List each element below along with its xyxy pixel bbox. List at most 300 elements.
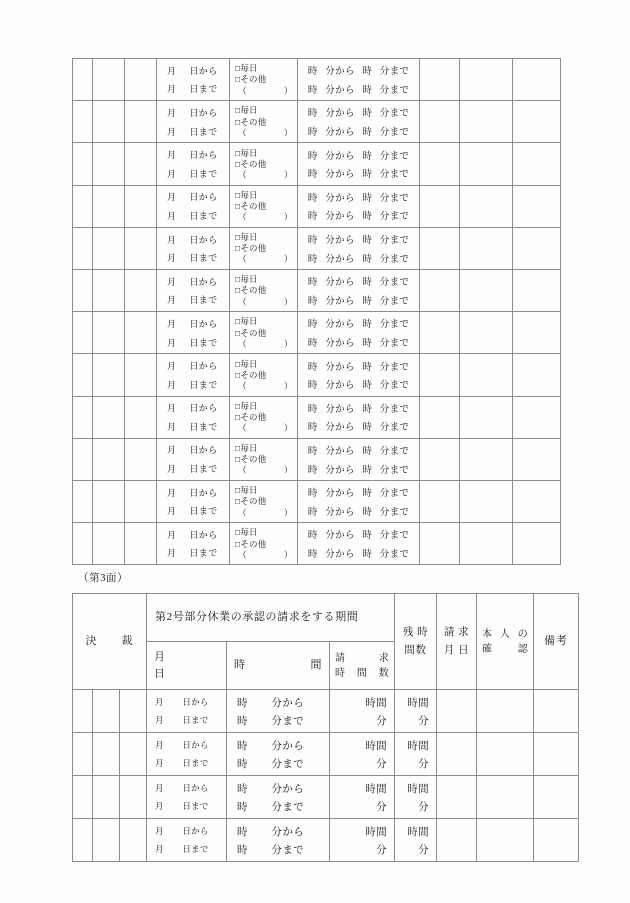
frequency-other-blank[interactable]: （ ）	[238, 465, 296, 476]
frequency-cell[interactable]	[230, 396, 298, 438]
frequency-cell[interactable]	[230, 59, 298, 101]
approval-cell-2[interactable]	[93, 185, 125, 227]
period-date-cell[interactable]	[147, 776, 227, 819]
remaining-minutes-unit: 分	[418, 844, 430, 856]
approval-cell-3[interactable]	[125, 396, 157, 438]
time-from-minute: 分から	[325, 320, 355, 331]
time-to-hour: 時	[237, 715, 248, 727]
frequency-option-other[interactable]: □その他	[235, 285, 267, 296]
time-from-hour: 時	[307, 236, 318, 247]
approval-cell-3[interactable]	[125, 185, 157, 227]
frequency-cell[interactable]	[230, 312, 298, 354]
period-date-cell[interactable]	[157, 354, 230, 396]
date-from-line	[147, 782, 226, 794]
frequency-option-other[interactable]: □その他	[235, 201, 267, 212]
approval-cell-3[interactable]	[125, 269, 157, 311]
time-from-hour2: 時	[362, 193, 373, 204]
date-to-line	[157, 251, 229, 264]
blank-cell-1[interactable]	[420, 480, 460, 522]
table-row	[73, 143, 561, 185]
date-from-day: 日から	[189, 65, 218, 76]
time-to-minute: 分から	[325, 254, 355, 265]
blank-cell-2[interactable]	[460, 185, 513, 227]
date-from-day: 日から	[189, 529, 218, 540]
period-time-cell[interactable]	[227, 690, 330, 733]
time-from-minute2: 分まで	[379, 109, 410, 120]
frequency-option-other[interactable]: □その他	[235, 496, 267, 507]
frequency-option-other[interactable]: □その他	[235, 158, 267, 169]
approval-cell-3[interactable]	[125, 354, 157, 396]
time-range-cell[interactable]	[298, 101, 420, 143]
frequency-other-blank[interactable]: （ ）	[238, 507, 296, 518]
blank-cell-3[interactable]	[513, 480, 561, 522]
time-from-minute2: 分まで	[379, 151, 410, 162]
personal-confirm-cell[interactable]	[477, 776, 534, 819]
frequency-option-other[interactable]: □その他	[235, 454, 267, 465]
time-to-hour: 時	[237, 801, 248, 813]
frequency-option-daily[interactable]: □毎日	[235, 105, 258, 116]
time-from-hour2: 時	[362, 320, 373, 331]
date-to-line	[147, 714, 226, 726]
date-to-day: 日まで	[189, 253, 218, 264]
blank-cell-1[interactable]	[420, 59, 460, 101]
date-to-month: 月	[167, 210, 177, 221]
blank-cell-1[interactable]	[420, 227, 460, 269]
blank-cell-1[interactable]	[420, 269, 460, 311]
blank-cell-3[interactable]	[513, 396, 561, 438]
header-period-time: 時 間	[227, 642, 330, 690]
date-from-line	[147, 696, 226, 708]
personal-confirm-cell[interactable]	[477, 733, 534, 776]
time-from-minute2: 分まで	[379, 489, 410, 500]
approval-cell-1[interactable]	[73, 312, 93, 354]
date-from-day: 日から	[182, 826, 209, 836]
time-to-minute2: 分まで	[379, 128, 410, 139]
date-to-day: 日まで	[182, 844, 209, 854]
blank-cell-1[interactable]	[420, 523, 460, 565]
time-from-hour: 時	[307, 320, 318, 331]
date-from-line	[157, 106, 229, 119]
frequency-option-daily[interactable]: □毎日	[235, 400, 258, 411]
time-from-hour: 時	[307, 531, 318, 542]
blank-cell-2[interactable]	[460, 227, 513, 269]
date-to-line	[157, 336, 229, 349]
approval-cell-1[interactable]	[73, 690, 93, 733]
time-range-cell[interactable]	[298, 480, 420, 522]
time-from-hour: 時	[307, 109, 318, 120]
time-to-minute: 分まで	[271, 844, 305, 856]
frequency-option-other[interactable]: □その他	[235, 411, 267, 422]
time-to-minute: 分から	[325, 85, 355, 96]
time-to-hour2: 時	[362, 339, 373, 350]
period-date-cell[interactable]	[157, 227, 230, 269]
blank-cell-3[interactable]	[513, 59, 561, 101]
approval-cell-1[interactable]	[73, 819, 93, 862]
requested-hours-unit: 時間	[365, 826, 388, 838]
approval-cell-3[interactable]	[125, 59, 157, 101]
time-to-hour: 時	[307, 170, 318, 181]
request-date-cell[interactable]	[437, 776, 477, 819]
time-from-minute2: 分まで	[379, 193, 410, 204]
time-to-hour: 時	[307, 296, 318, 307]
request-date-cell[interactable]	[437, 690, 477, 733]
approval-cell-3[interactable]	[125, 480, 157, 522]
remarks-cell[interactable]	[534, 733, 579, 776]
date-to-month: 月	[167, 337, 177, 348]
time-range-cell[interactable]	[298, 185, 420, 227]
time-from-line	[227, 781, 329, 796]
frequency-other-blank[interactable]: （ ）	[238, 212, 296, 223]
remaining-hours-cell[interactable]	[395, 690, 437, 733]
remarks-cell[interactable]	[534, 776, 579, 819]
approval-cell-1[interactable]	[73, 396, 93, 438]
frequency-option-daily[interactable]: □毎日	[235, 232, 258, 243]
time-from-line	[227, 695, 329, 710]
approval-cell-3[interactable]	[125, 227, 157, 269]
time-from-minute2: 分まで	[379, 531, 410, 542]
approval-cell-2[interactable]	[93, 143, 125, 185]
blank-cell-1[interactable]	[420, 354, 460, 396]
time-range-cell[interactable]	[298, 438, 420, 480]
frequency-cell[interactable]	[230, 480, 298, 522]
approval-cell-2[interactable]	[93, 523, 125, 565]
date-to-month: 月	[167, 253, 177, 264]
frequency-cell[interactable]	[230, 227, 298, 269]
date-from-line	[147, 825, 226, 837]
blank-cell-1[interactable]	[420, 143, 460, 185]
blank-cell-2[interactable]	[460, 354, 513, 396]
time-from-hour: 時	[307, 404, 318, 415]
time-from-line	[298, 359, 419, 373]
time-to-minute: 分から	[325, 296, 355, 307]
blank-cell-2[interactable]	[460, 143, 513, 185]
time-from-minute2: 分まで	[379, 278, 410, 289]
frequency-other-blank[interactable]: （ ）	[238, 254, 296, 265]
date-from-line	[147, 739, 226, 751]
blank-cell-1[interactable]	[420, 396, 460, 438]
time-from-minute: 分から	[271, 783, 305, 795]
period-date-cell[interactable]	[147, 690, 227, 733]
blank-cell-1[interactable]	[420, 312, 460, 354]
frequency-option-other[interactable]: □その他	[235, 243, 267, 254]
date-from-day: 日から	[189, 403, 218, 414]
requested-hours-cell[interactable]	[330, 776, 395, 819]
date-from-month: 月	[155, 697, 164, 707]
date-to-line	[157, 125, 229, 138]
approval-cell-1[interactable]	[73, 227, 93, 269]
blank-cell-2[interactable]	[460, 396, 513, 438]
frequency-other-blank[interactable]: （ ）	[238, 549, 296, 560]
approval-cell-1[interactable]	[73, 523, 93, 565]
period-date-cell[interactable]	[157, 396, 230, 438]
time-from-hour2: 時	[362, 151, 373, 162]
frequency-cell[interactable]	[230, 438, 298, 480]
time-from-hour: 時	[307, 489, 318, 500]
date-to-month: 月	[155, 844, 164, 854]
approval-cell-1[interactable]	[73, 59, 93, 101]
approval-cell-2[interactable]	[93, 438, 125, 480]
frequency-cell[interactable]	[230, 354, 298, 396]
blank-cell-1[interactable]	[420, 438, 460, 480]
frequency-option-other[interactable]: □その他	[235, 327, 267, 338]
approval-cell-2[interactable]	[93, 101, 125, 143]
date-to-line	[147, 843, 226, 855]
time-to-hour: 時	[307, 381, 318, 392]
frequency-cell[interactable]	[230, 101, 298, 143]
time-to-minute2: 分まで	[379, 85, 410, 96]
blank-cell-3[interactable]	[513, 312, 561, 354]
time-from-minute: 分から	[325, 404, 355, 415]
date-from-line	[157, 190, 229, 203]
frequency-option-other[interactable]: □その他	[235, 74, 267, 85]
approval-cell-2[interactable]	[93, 480, 125, 522]
approval-cell-3[interactable]	[125, 438, 157, 480]
approval-cell-2[interactable]	[93, 269, 125, 311]
time-to-line	[298, 208, 419, 222]
time-to-minute: 分から	[325, 170, 355, 181]
table-row	[73, 438, 561, 480]
header-confirm-line1: 本 人 の	[482, 628, 529, 640]
time-to-minute: 分から	[325, 423, 355, 434]
remarks-cell[interactable]	[534, 690, 579, 733]
time-from-hour: 時	[307, 67, 318, 78]
blank-cell-3[interactable]	[513, 227, 561, 269]
time-to-line	[298, 251, 419, 265]
time-to-minute2: 分まで	[379, 423, 410, 434]
frequency-other-blank[interactable]: （ ）	[238, 423, 296, 434]
time-range-cell[interactable]	[298, 227, 420, 269]
frequency-option-daily[interactable]: □毎日	[235, 147, 258, 158]
approval-cell-2[interactable]	[93, 690, 120, 733]
period-date-cell[interactable]	[157, 480, 230, 522]
approval-cell-3[interactable]	[120, 733, 147, 776]
period-date-cell[interactable]	[147, 819, 227, 862]
time-range-cell[interactable]	[298, 59, 420, 101]
frequency-cell[interactable]	[230, 523, 298, 565]
approval-cell-3[interactable]	[125, 101, 157, 143]
frequency-other-blank[interactable]: （ ）	[238, 296, 296, 307]
approval-cell-1[interactable]	[73, 101, 93, 143]
time-from-line	[298, 443, 419, 457]
requested-hours-cell[interactable]	[330, 690, 395, 733]
approval-cell-3[interactable]	[125, 312, 157, 354]
date-from-month: 月	[155, 740, 164, 750]
period-date-cell[interactable]	[157, 185, 230, 227]
approval-cell-1[interactable]	[73, 733, 93, 776]
approval-cell-1[interactable]	[73, 776, 93, 819]
time-from-hour2: 時	[362, 362, 373, 373]
blank-cell-3[interactable]	[513, 438, 561, 480]
blank-cell-1[interactable]	[420, 185, 460, 227]
remarks-cell[interactable]	[534, 819, 579, 862]
date-to-line	[157, 546, 229, 559]
frequency-option-daily[interactable]: □毎日	[235, 527, 258, 538]
blank-cell-2[interactable]	[460, 101, 513, 143]
frequency-option-daily[interactable]: □毎日	[235, 485, 258, 496]
frequency-other-blank[interactable]: （ ）	[238, 381, 296, 392]
frequency-option-daily[interactable]: □毎日	[235, 63, 258, 74]
approval-cell-2[interactable]	[93, 59, 125, 101]
personal-confirm-cell[interactable]	[477, 819, 534, 862]
date-from-day: 日から	[189, 150, 218, 161]
time-from-minute: 分から	[271, 826, 305, 838]
approval-cell-2[interactable]	[93, 227, 125, 269]
approval-cell-3[interactable]	[120, 776, 147, 819]
date-from-month: 月	[167, 234, 177, 245]
blank-cell-3[interactable]	[513, 185, 561, 227]
table-row	[73, 101, 561, 143]
remaining-hours-unit: 時間	[407, 697, 430, 709]
period-date-cell[interactable]	[157, 59, 230, 101]
period-date-cell[interactable]	[157, 312, 230, 354]
time-from-line	[298, 63, 419, 77]
time-from-minute2: 分まで	[379, 446, 410, 457]
requested-hours-unit: 時間	[365, 740, 388, 752]
approval-cell-1[interactable]	[73, 143, 93, 185]
time-range-cell[interactable]	[298, 354, 420, 396]
time-from-minute: 分から	[325, 193, 355, 204]
blank-cell-2[interactable]	[460, 59, 513, 101]
time-from-line	[298, 316, 419, 330]
blank-cell-3[interactable]	[513, 143, 561, 185]
frequency-cell[interactable]	[230, 269, 298, 311]
time-from-minute: 分から	[271, 740, 305, 752]
period-date-cell[interactable]	[157, 438, 230, 480]
blank-cell-3[interactable]	[513, 269, 561, 311]
frequency-other-blank[interactable]: （ ）	[238, 338, 296, 349]
approval-cell-2[interactable]	[93, 776, 120, 819]
requested-hours-cell[interactable]	[330, 819, 395, 862]
blank-cell-2[interactable]	[460, 480, 513, 522]
period-date-cell[interactable]	[157, 523, 230, 565]
blank-cell-3[interactable]	[513, 523, 561, 565]
time-from-line	[227, 738, 329, 753]
period-time-cell[interactable]	[227, 819, 330, 862]
blank-cell-2[interactable]	[460, 438, 513, 480]
approval-cell-1[interactable]	[73, 269, 93, 311]
approval-cell-3[interactable]	[120, 819, 147, 862]
blank-cell-2[interactable]	[460, 269, 513, 311]
date-to-line	[147, 757, 226, 769]
time-to-hour2: 時	[362, 254, 373, 265]
approval-cell-3[interactable]	[120, 690, 147, 733]
requested-hours-cell[interactable]	[330, 733, 395, 776]
remaining-hours-cell[interactable]	[395, 819, 437, 862]
period-date-cell[interactable]	[157, 101, 230, 143]
date-from-line	[157, 233, 229, 246]
time-to-line	[298, 377, 419, 391]
frequency-option-other[interactable]: □その他	[235, 369, 267, 380]
blank-cell-3[interactable]	[513, 354, 561, 396]
date-to-day: 日まで	[182, 715, 209, 725]
approval-cell-3[interactable]	[125, 143, 157, 185]
time-range-cell[interactable]	[298, 269, 420, 311]
frequency-option-daily[interactable]: □毎日	[235, 274, 258, 285]
date-to-line	[157, 82, 229, 95]
requested-minutes-unit: 分	[376, 758, 388, 770]
period-date-cell[interactable]	[147, 733, 227, 776]
request-date-cell[interactable]	[437, 819, 477, 862]
header-personal-confirm	[477, 594, 534, 690]
frequency-option-daily[interactable]: □毎日	[235, 358, 258, 369]
header-requested-hours	[330, 642, 395, 690]
time-to-minute: 分から	[325, 128, 355, 139]
date-from-day: 日から	[189, 276, 218, 287]
time-to-hour2: 時	[362, 549, 373, 560]
personal-confirm-cell[interactable]	[477, 690, 534, 733]
time-to-hour2: 時	[362, 507, 373, 518]
approval-cell-2[interactable]	[93, 354, 125, 396]
request-date-cell[interactable]	[437, 733, 477, 776]
time-from-minute: 分から	[325, 531, 355, 542]
approval-cell-1[interactable]	[73, 438, 93, 480]
blank-cell-2[interactable]	[460, 523, 513, 565]
remaining-hours-cell[interactable]	[395, 733, 437, 776]
frequency-option-daily[interactable]: □毎日	[235, 442, 258, 453]
time-from-minute2: 分まで	[379, 236, 410, 247]
approval-cell-2[interactable]	[93, 312, 125, 354]
period-time-cell[interactable]	[227, 776, 330, 819]
time-from-line	[227, 824, 329, 839]
frequency-option-other[interactable]: □その他	[235, 116, 267, 127]
time-from-line	[298, 274, 419, 288]
frequency-cell[interactable]	[230, 185, 298, 227]
time-range-cell[interactable]	[298, 143, 420, 185]
time-from-minute: 分から	[325, 489, 355, 500]
period-date-cell[interactable]	[157, 143, 230, 185]
time-to-hour2: 時	[362, 85, 373, 96]
date-to-line	[157, 378, 229, 391]
blank-cell-1[interactable]	[420, 101, 460, 143]
approval-cell-3[interactable]	[125, 523, 157, 565]
approval-cell-1[interactable]	[73, 480, 93, 522]
time-range-cell[interactable]	[298, 523, 420, 565]
time-range-cell[interactable]	[298, 396, 420, 438]
approval-cell-1[interactable]	[73, 185, 93, 227]
approval-cell-2[interactable]	[93, 733, 120, 776]
header-request-date	[437, 594, 477, 690]
period-time-cell[interactable]	[227, 733, 330, 776]
frequency-option-daily[interactable]: □毎日	[235, 189, 258, 200]
approval-cell-1[interactable]	[73, 354, 93, 396]
time-to-hour: 時	[307, 423, 318, 434]
frequency-option-daily[interactable]: □毎日	[235, 316, 258, 327]
remaining-hours-unit: 時間	[407, 740, 430, 752]
approval-cell-2[interactable]	[93, 396, 125, 438]
table-row	[73, 312, 561, 354]
time-to-minute2: 分まで	[379, 549, 410, 560]
remaining-hours-unit: 時間	[407, 826, 430, 838]
date-from-line	[157, 317, 229, 330]
time-to-hour: 時	[307, 507, 318, 518]
time-from-hour2: 時	[362, 446, 373, 457]
table-row	[73, 690, 579, 733]
period-date-cell[interactable]	[157, 269, 230, 311]
time-range-cell[interactable]	[298, 312, 420, 354]
time-to-line	[298, 462, 419, 476]
frequency-other-blank[interactable]: （ ）	[238, 170, 296, 181]
frequency-other-blank[interactable]: （ ）	[238, 127, 296, 138]
remaining-hours-cell[interactable]	[395, 776, 437, 819]
date-to-day: 日まで	[189, 337, 218, 348]
time-to-minute: 分から	[325, 212, 355, 223]
blank-cell-2[interactable]	[460, 312, 513, 354]
frequency-cell[interactable]	[230, 143, 298, 185]
frequency-option-other[interactable]: □その他	[235, 538, 267, 549]
approval-cell-2[interactable]	[93, 819, 120, 862]
blank-cell-3[interactable]	[513, 101, 561, 143]
frequency-other-blank[interactable]: （ ）	[238, 85, 296, 96]
